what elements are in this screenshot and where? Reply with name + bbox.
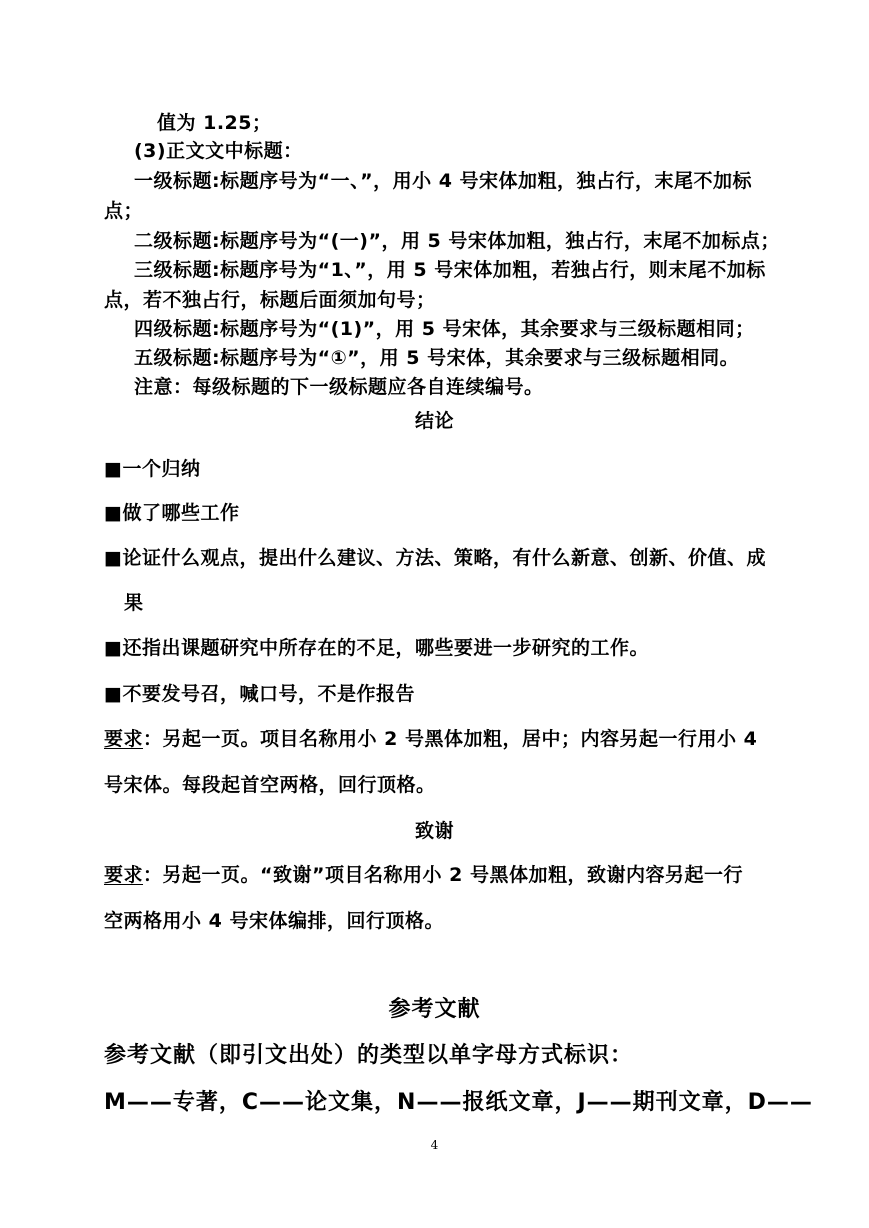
text-line: 三级标题:标题序号为“1、”，用 5 号宋体加粗，若独占行，则末尾不加标	[134, 259, 766, 281]
bullet-item-continuation: 果	[124, 592, 144, 614]
bullet-item: ■不要发号召，喊口号，不是作报告	[104, 683, 415, 705]
text-line: 值为 1.25；	[157, 112, 272, 134]
bullet-item: ■一个归纳	[104, 458, 201, 480]
requirement-text: ：另起一页。项目名称用小 2 号黑体加粗，居中；内容另起一行用小 4	[143, 728, 758, 750]
requirement-label: 要求	[104, 864, 144, 886]
text-line: 一级标题:标题序号为“一、”，用小 4 号宋体加粗，独占行，末尾不加标	[134, 170, 753, 192]
requirement-line: 空两格用小 4 号宋体编排，回行顶格。	[104, 910, 444, 932]
requirement-line	[104, 862, 743, 888]
text-line: 二级标题:标题序号为“(一)”，用 5 号宋体加粗，独占行，末尾不加标点；	[134, 230, 780, 252]
text-line: 点；	[104, 200, 144, 222]
requirement-label: 要求	[104, 728, 144, 750]
text-line: M——专著，C——论文集，N——报纸文章，J——期刊文章，D——	[104, 1090, 813, 1115]
requirement-line: 号宋体。每段起首空两格，回行顶格。	[104, 774, 436, 796]
bullet-item: ■做了哪些工作	[104, 502, 240, 524]
requirement-text: ：另起一页。“致谢”项目名称用小 2 号黑体加粗，致谢内容另起一行	[143, 864, 743, 886]
text-line: 四级标题:标题序号为“(1)”，用 5 号宋体，其余要求与三级标题相同；	[134, 318, 755, 340]
note-line: 注意：每级标题的下一级标题应各自连续编号。	[134, 376, 544, 398]
page-number: 4	[430, 1138, 439, 1152]
section-heading-references: 参考文献	[388, 997, 481, 1022]
text-line: 五级标题:标题序号为“①”，用 5 号宋体，其余要求与三级标题相同。	[134, 347, 740, 369]
bullet-item: ■论证什么观点，提出什么建议、方法、策略，有什么新意、创新、价值、成	[104, 547, 766, 569]
text-line: 参考文献（即引文出处）的类型以单字母方式标识：	[104, 1043, 634, 1068]
requirement-line	[104, 726, 757, 752]
subsection-label: (3)正文文中标题：	[134, 140, 303, 162]
bullet-item: ■还指出课题研究中所存在的不足，哪些要进一步研究的工作。	[104, 637, 649, 659]
section-heading-thanks: 致谢	[414, 820, 454, 842]
text-line: 点，若不独占行，标题后面须加句号；	[104, 289, 436, 311]
section-heading-conclusion: 结论	[414, 410, 454, 432]
